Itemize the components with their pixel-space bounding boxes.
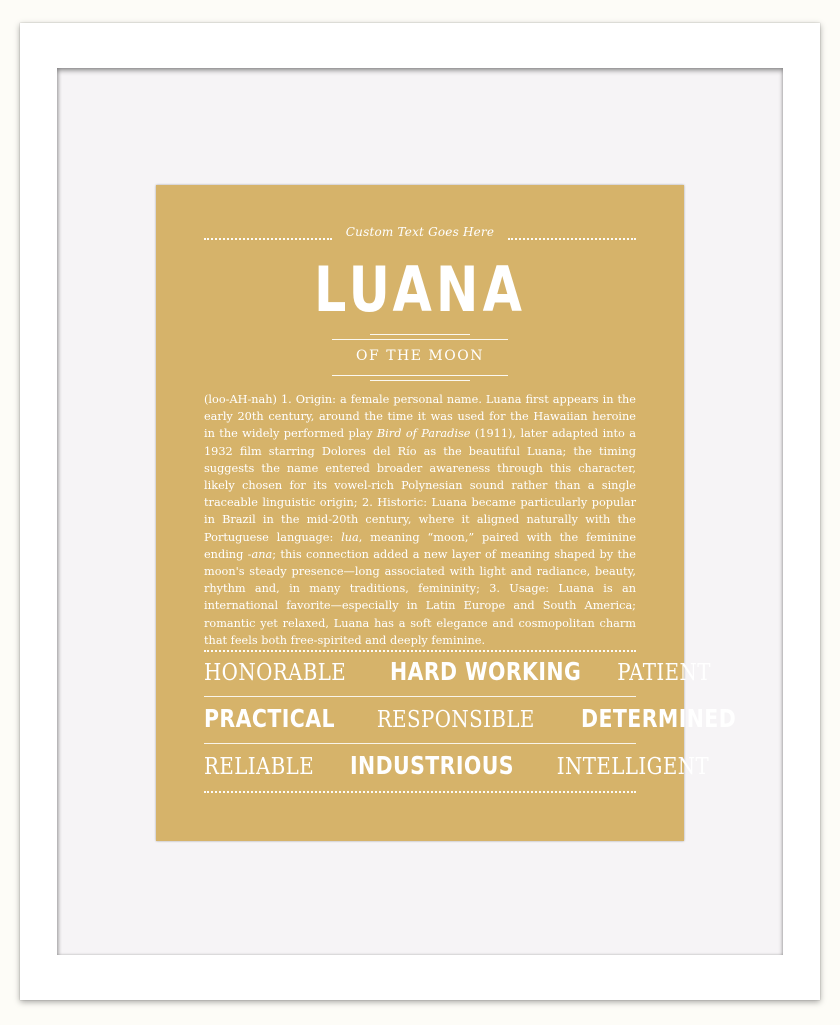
definition-part-1: (loo-AH-nah) 1. Origin: a female personal name. Luana first appears in the early 20th century, around the time it was used for the Hawaiian heroine in the widely performed play [204,393,636,441]
word-lua: lua [341,530,359,544]
name-meaning: OF THE MOON [356,348,484,364]
print-name: LUANA [313,253,527,326]
trait-reliable: RELIABLE [204,754,315,780]
meaning-rule-top [332,375,508,376]
custom-text: Custom Text Goes Here [345,225,495,239]
trait-row-1 [204,657,712,691]
trait-intelligent: INTELLIGENT [556,754,710,780]
picture-frame [20,23,820,1000]
trait-rule-2 [204,743,636,744]
name-rule-top [370,334,470,335]
play-title: Bird of Paradise [376,427,471,441]
trait-patient: PATIENT [617,660,712,686]
dotted-divider-traits-top [204,650,636,652]
trait-practical: PRACTICAL [204,704,335,733]
name-definition [204,391,636,649]
trait-honorable: HONORABLE [204,660,347,686]
trait-rule-1 [204,696,636,697]
name-print [156,185,737,841]
trait-responsible: RESPONSIBLE [376,707,535,733]
definition-part-3: , meaning “moon,” paired with the feminine ending [204,530,637,561]
dotted-divider-traits-bottom [204,791,636,793]
trait-hard-working: HARD WORKING [390,657,582,686]
dotted-divider-right [508,238,636,240]
trait-determined: DETERMINED [581,704,737,733]
trait-row-2 [204,704,737,738]
trait-industrious: INDUSTRIOUS [350,751,515,780]
definition-part-4: ; this connection added a new layer of meaning shaped by the moon's steady presence—long associated with light and radiance, beauty, rhythm and, in many traditions, femininity; 3. Usage: Luana is an international favorite—especially in Latin Europe and South America; romantic yet relaxed, Luana has a soft elegance and cosmopolitan charm that feels both free-spirited and deeply feminine. [204,547,636,647]
meaning-rule-bottom [370,380,470,381]
name-rule-bottom [332,339,508,340]
trait-row-3 [204,751,710,785]
mat-board [57,68,783,955]
word-ana: -ana [247,547,273,561]
definition-part-2: (1911), later adapted into a 1932 film starring Dolores del Río as the beautiful Luana; the timing suggests the name entered broader awareness through this character, likely chosen for its vowel-rich Polynesian sound rather than a single traceable linguistic origin; 2. Historic: Luana became particularly popular in Brazil in the mid-20th century, where it aligned naturally with the Portuguese language: [204,427,636,544]
